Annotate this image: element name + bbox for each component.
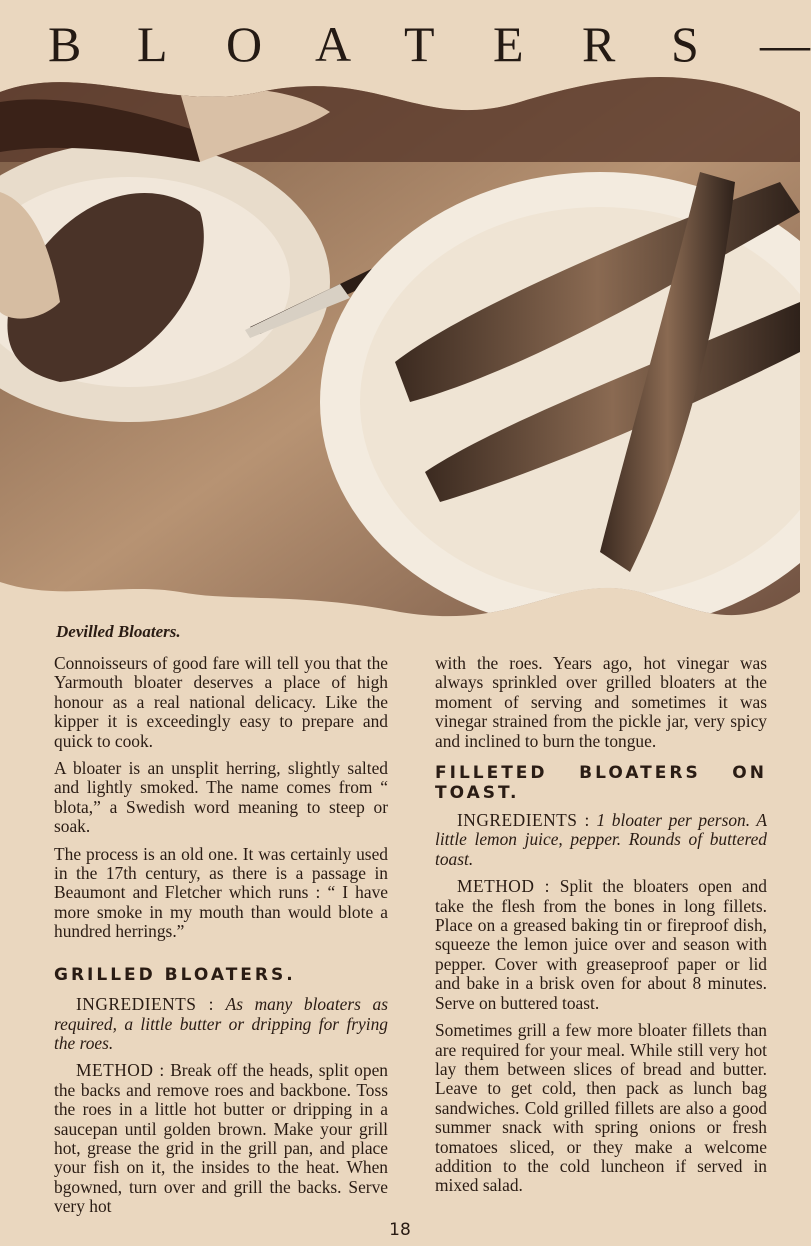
title-letter: A [315, 16, 353, 72]
title-letter: T [404, 16, 436, 72]
right-column [435, 654, 767, 1204]
grilled-bloaters-heading: GRILLED BLOATERS. [54, 964, 296, 985]
continuation-paragraph: with the roes. Years ago, hot vinegar was always sprinkled over grilled bloaters at the moment of serving and sometimes it was vinegar strained from the pickle jar, very spicy and inclined to burn the tongue. [435, 653, 767, 751]
method-label: METHOD : [76, 1060, 165, 1081]
method-label: METHOD : [457, 876, 550, 897]
ingredients-text: 1 bloater per person. A little lemon juice, pepper. Rounds of buttered toast. [435, 810, 767, 869]
title-letter: — [760, 16, 811, 72]
filleted-ingredients [435, 811, 767, 869]
left-column [54, 654, 388, 1225]
page-title [0, 14, 811, 74]
ingredients-text: As many bloaters as required, a little butter or dripping for frying the roes. [54, 994, 388, 1053]
title-letter: B [48, 16, 83, 72]
page-number: 18 [389, 1220, 411, 1240]
title-letter: O [226, 16, 264, 72]
method-text: Break off the heads, split open the backs and remove roes and backbone. Toss the roes in a little hot butter or dripping in a saucepan until golden brown. Make your grill hot, grease the grid in the grill pan, and place your fish on it, the insides to the heat. When bgowned, turn over and grill the backs. Serve very hot [54, 1060, 388, 1217]
ingredients-label: INGREDIENTS : [76, 994, 214, 1015]
grilled-ingredients [54, 995, 388, 1053]
history-paragraph: The process is an old one. It was certainly used in the 17th century, as there is a passage in Beaumont and Fletcher which runs : “ I have more smoke in my mouth than would blote a hundred herrings.” [54, 843, 388, 942]
definition-paragraph: A bloater is an unsplit herring, slightly salted and lightly smoked. The name comes from “ blota,” a Swedish word meaning to steep or soak. [54, 758, 388, 837]
title-letter: E [493, 16, 525, 72]
bloaters-photo [0, 72, 800, 632]
ingredients-label: INGREDIENTS : [457, 810, 590, 831]
title-letter: S [671, 16, 700, 72]
filleted-method [435, 877, 767, 1013]
title-letter: R [582, 16, 617, 72]
grilled-method [54, 1061, 388, 1216]
filleted-bloaters-heading: FILLETED BLOATERS ON TOAST. [435, 763, 767, 804]
sandwich-tip-paragraph: Sometimes grill a few more bloater fillets than are required for your meal. While still very hot lay them between slices of bread and butter. Leave to get cold, then pack as lunch bag sandwiches. Cold grilled fillets are also a good summer snack with spring onions or fresh tomatoes sliced, or they make a welcome addition to the cold luncheon if served in mixed salad. [435, 1020, 767, 1196]
title-letter: L [137, 16, 169, 72]
intro-paragraph: Connoisseurs of good fare will tell you that the Yarmouth bloater deserves a place of high honour as a real national delicacy. Like the kipper it is exceedingly easy to prepare and quick to cook. [54, 653, 388, 751]
method-text: Split the bloaters open and take the flesh from the bones in long fillets. Place on a greased baking tin or fireproof dish, squeeze the lemon juice over and season with pepper. Cover with greaseproof paper or lid and bake in a brisk oven for about 8 minutes. Serve on buttered toast. [435, 876, 767, 1013]
photo-caption: Devilled Bloaters. [56, 622, 181, 641]
